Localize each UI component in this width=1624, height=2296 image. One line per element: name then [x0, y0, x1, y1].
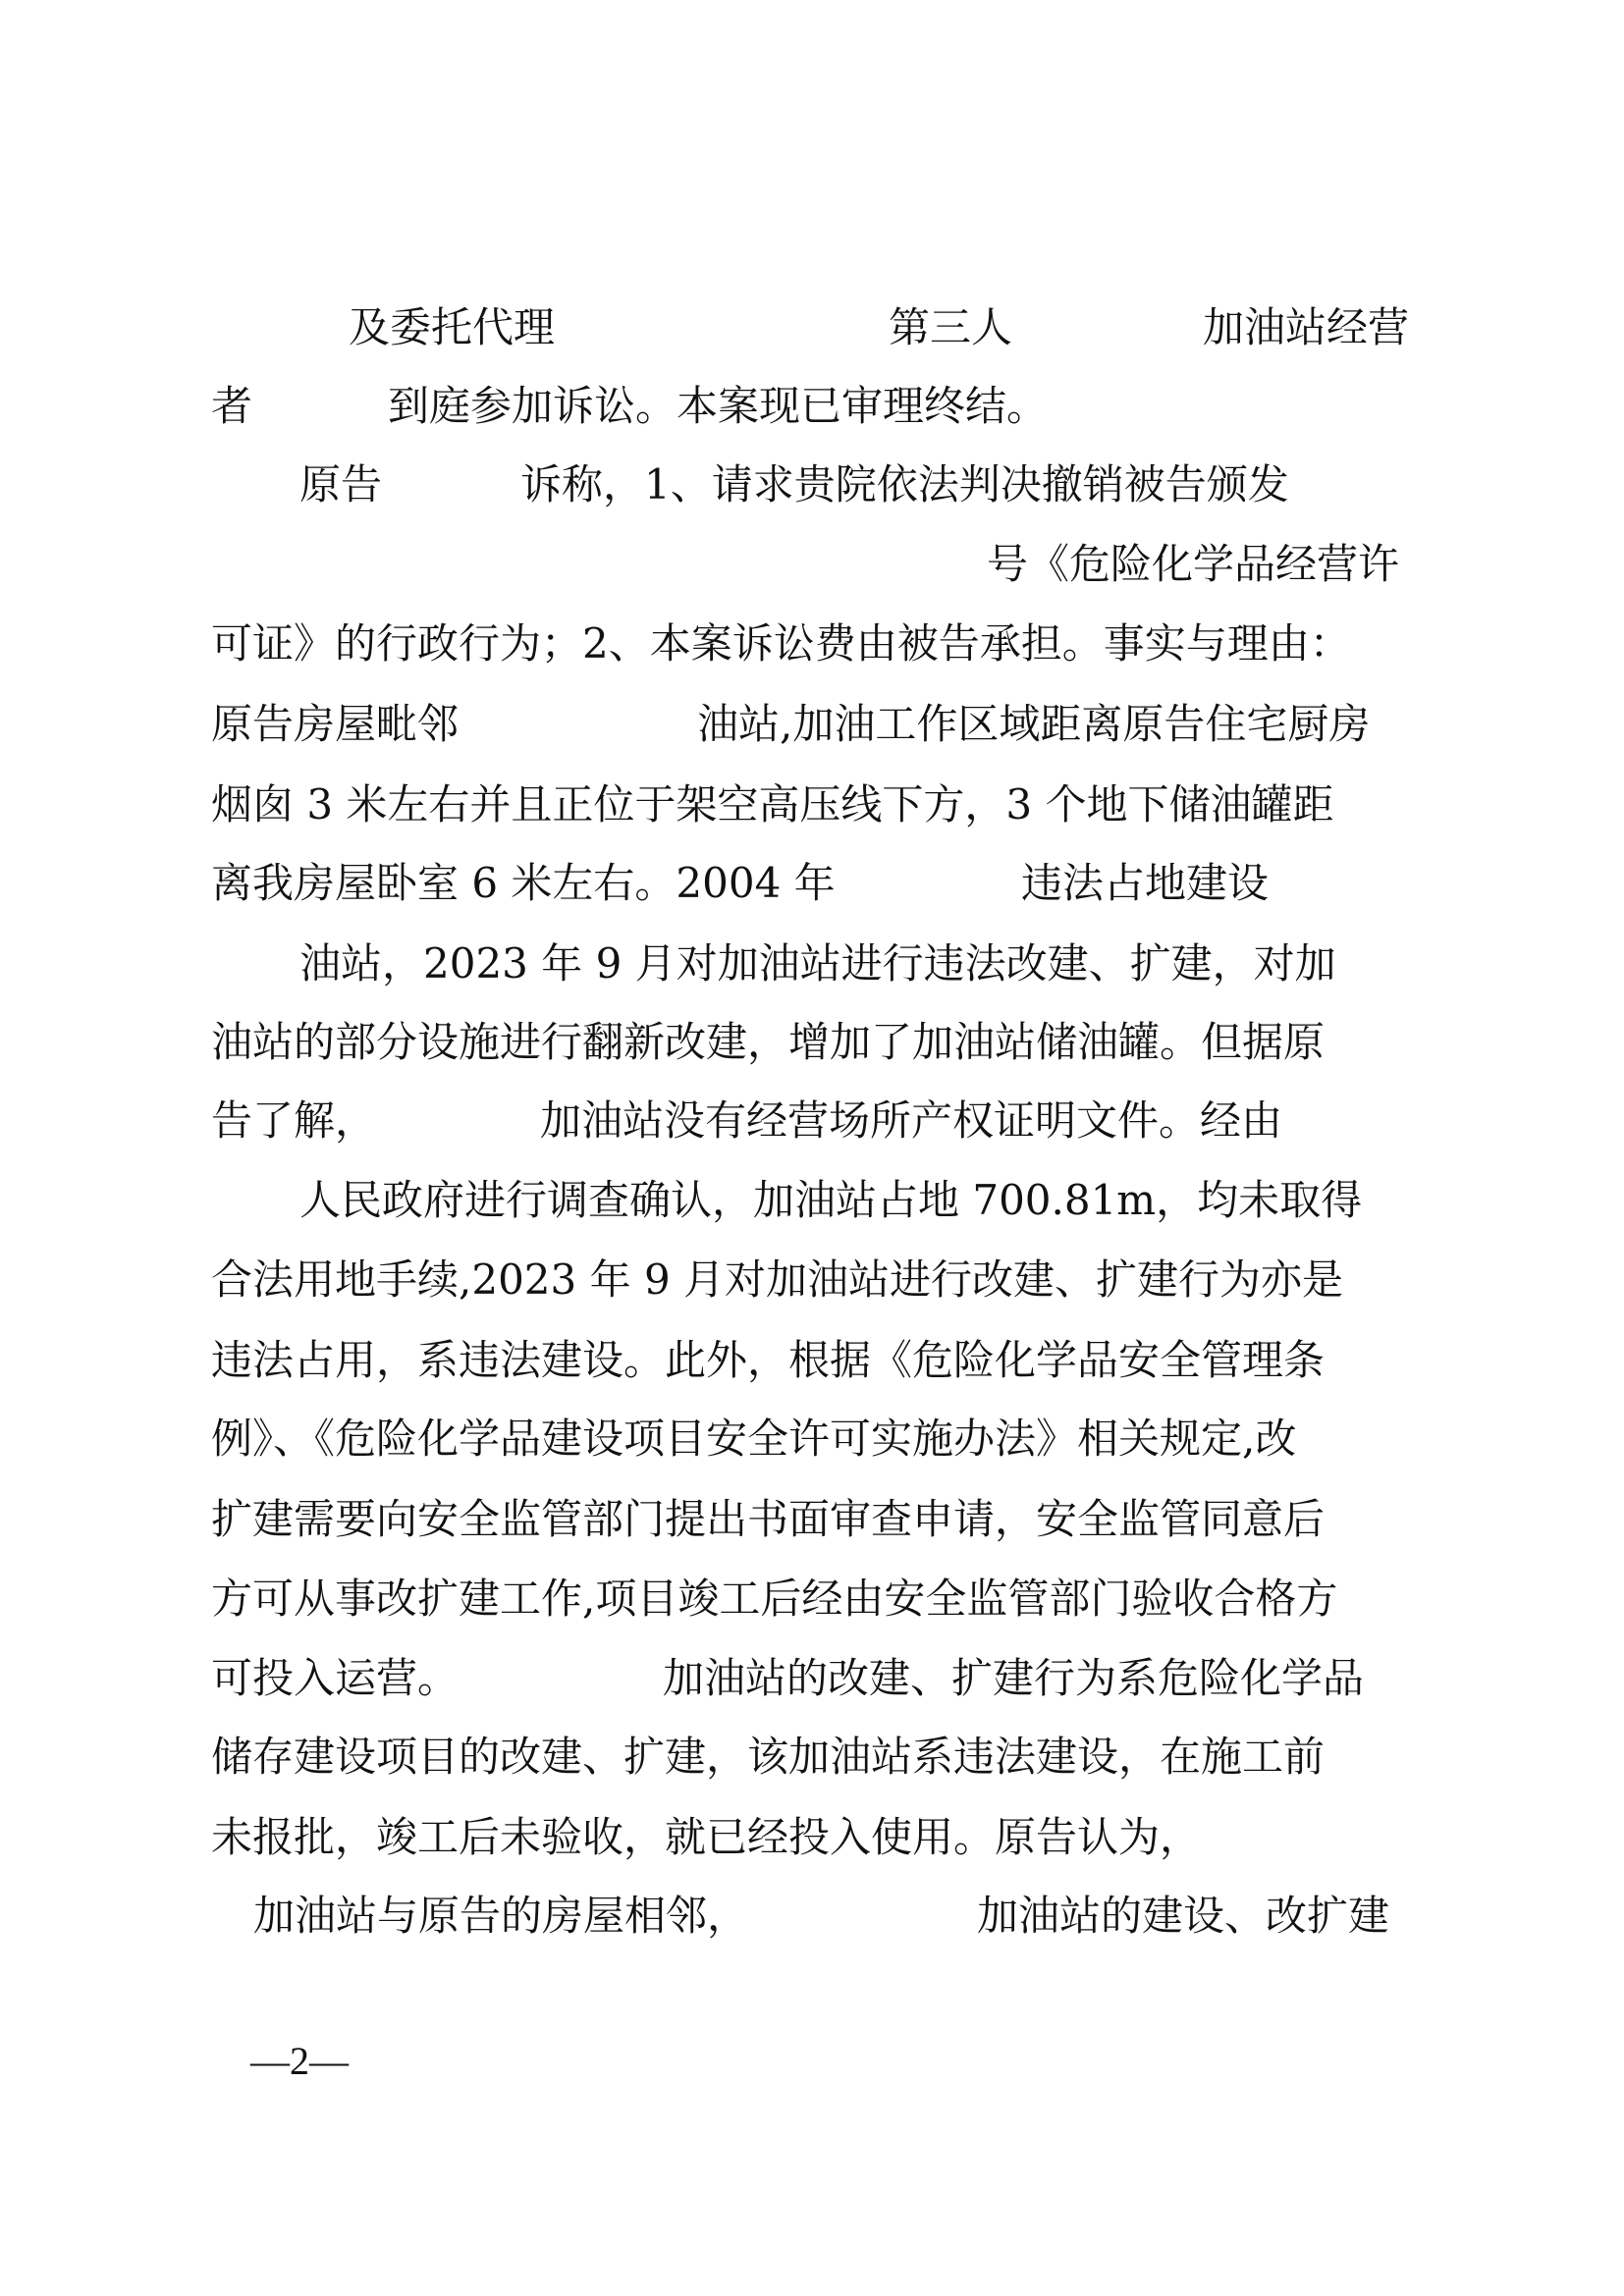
- text-segment: 可证》的行政行为；2、本案诉讼费由被告承担。事实与理由：: [211, 619, 1351, 667]
- text-line: [0, 1649, 1624, 1708]
- text-line: [0, 1092, 1624, 1150]
- text-segment: 告了解，: [211, 1096, 377, 1145]
- text-segment: 加油站与原告的房屋相邻，: [253, 1892, 749, 1940]
- text-segment: 离我房屋卧室 6 米左右。2004 年: [211, 859, 836, 907]
- text-line: [0, 1171, 1624, 1230]
- text-segment: 油站，2023 年 9 月对加油站进行违法改建、扩建，对加: [299, 939, 1336, 988]
- text-segment: 诉称，1、请求贵院依法判决撤销被告颁发: [520, 460, 1289, 508]
- text-segment: 违法占用，系违法建设。此外，根据《危险化学品安全管理条: [211, 1336, 1326, 1384]
- text-line: [0, 614, 1624, 673]
- text-segment: 扩建需要向安全监管部门提出书面审查申请，安全监管同意后: [211, 1495, 1326, 1543]
- text-segment: 合法用地手续,2023 年 9 月对加油站进行改建、扩建行为亦是: [211, 1255, 1344, 1304]
- text-segment: 到庭参加诉讼。本案现已审理终结。: [388, 382, 1049, 430]
- text-line: [0, 854, 1624, 913]
- text-line: [0, 1490, 1624, 1549]
- text-segment: 第三人: [889, 303, 1013, 351]
- text-segment: 者: [211, 382, 253, 430]
- text-segment: 违法占地建设: [1021, 859, 1270, 907]
- text-segment: 油站的部分设施进行翻新改建，增加了加油站储油罐。但据原: [211, 1018, 1326, 1066]
- text-line: [0, 1410, 1624, 1468]
- text-segment: 原告: [299, 460, 383, 508]
- text-segment: 未报批，竣工后未验收，就已经投入使用。原告认为，: [211, 1813, 1202, 1861]
- text-segment: 烟囱 3 米左右并且正位于架空高压线下方，3 个地下储油罐距: [211, 780, 1334, 828]
- text-line: [0, 298, 1624, 357]
- text-segment: 及委托代理: [349, 303, 556, 351]
- text-line: [0, 455, 1624, 514]
- text-line: [0, 1331, 1624, 1390]
- text-line: [0, 934, 1624, 993]
- text-segment: 加油站的建设、改扩建: [977, 1892, 1390, 1940]
- text-line: [0, 1570, 1624, 1629]
- text-line: [0, 377, 1624, 436]
- page-number: —2—: [250, 2039, 349, 2083]
- text-segment: 原告房屋毗邻: [211, 700, 460, 748]
- text-line: [0, 1251, 1624, 1309]
- text-segment: 油站,加油工作区域距离原告住宅厨房: [697, 700, 1371, 748]
- text-line: [0, 1728, 1624, 1787]
- text-segment: 加油站没有经营场所产权证明文件。经由: [540, 1096, 1283, 1145]
- text-segment: 可投入运营。: [211, 1654, 460, 1702]
- text-segment: 方可从事改扩建工作,项目竣工后经由安全监管部门验收合格方: [211, 1575, 1338, 1623]
- text-segment: 人民政府进行调查确认，加油站占地 700.81m，均未取得: [299, 1176, 1363, 1224]
- text-segment: 加油站经营: [1203, 303, 1410, 351]
- text-segment: 号《危险化学品经营许: [987, 540, 1400, 588]
- text-segment: 储存建设项目的改建、扩建，该加油站系违法建设，在施工前: [211, 1733, 1326, 1781]
- text-segment: 例》、《危险化学品建设项目安全许可实施办法》相关规定,改: [211, 1415, 1297, 1463]
- text-line: [0, 535, 1624, 594]
- text-line: [0, 1013, 1624, 1072]
- text-segment: 加油站的改建、扩建行为系危险化学品: [663, 1654, 1365, 1702]
- text-line: [0, 775, 1624, 834]
- text-line: [0, 695, 1624, 754]
- text-line: [0, 1887, 1624, 1946]
- text-line: [0, 1808, 1624, 1867]
